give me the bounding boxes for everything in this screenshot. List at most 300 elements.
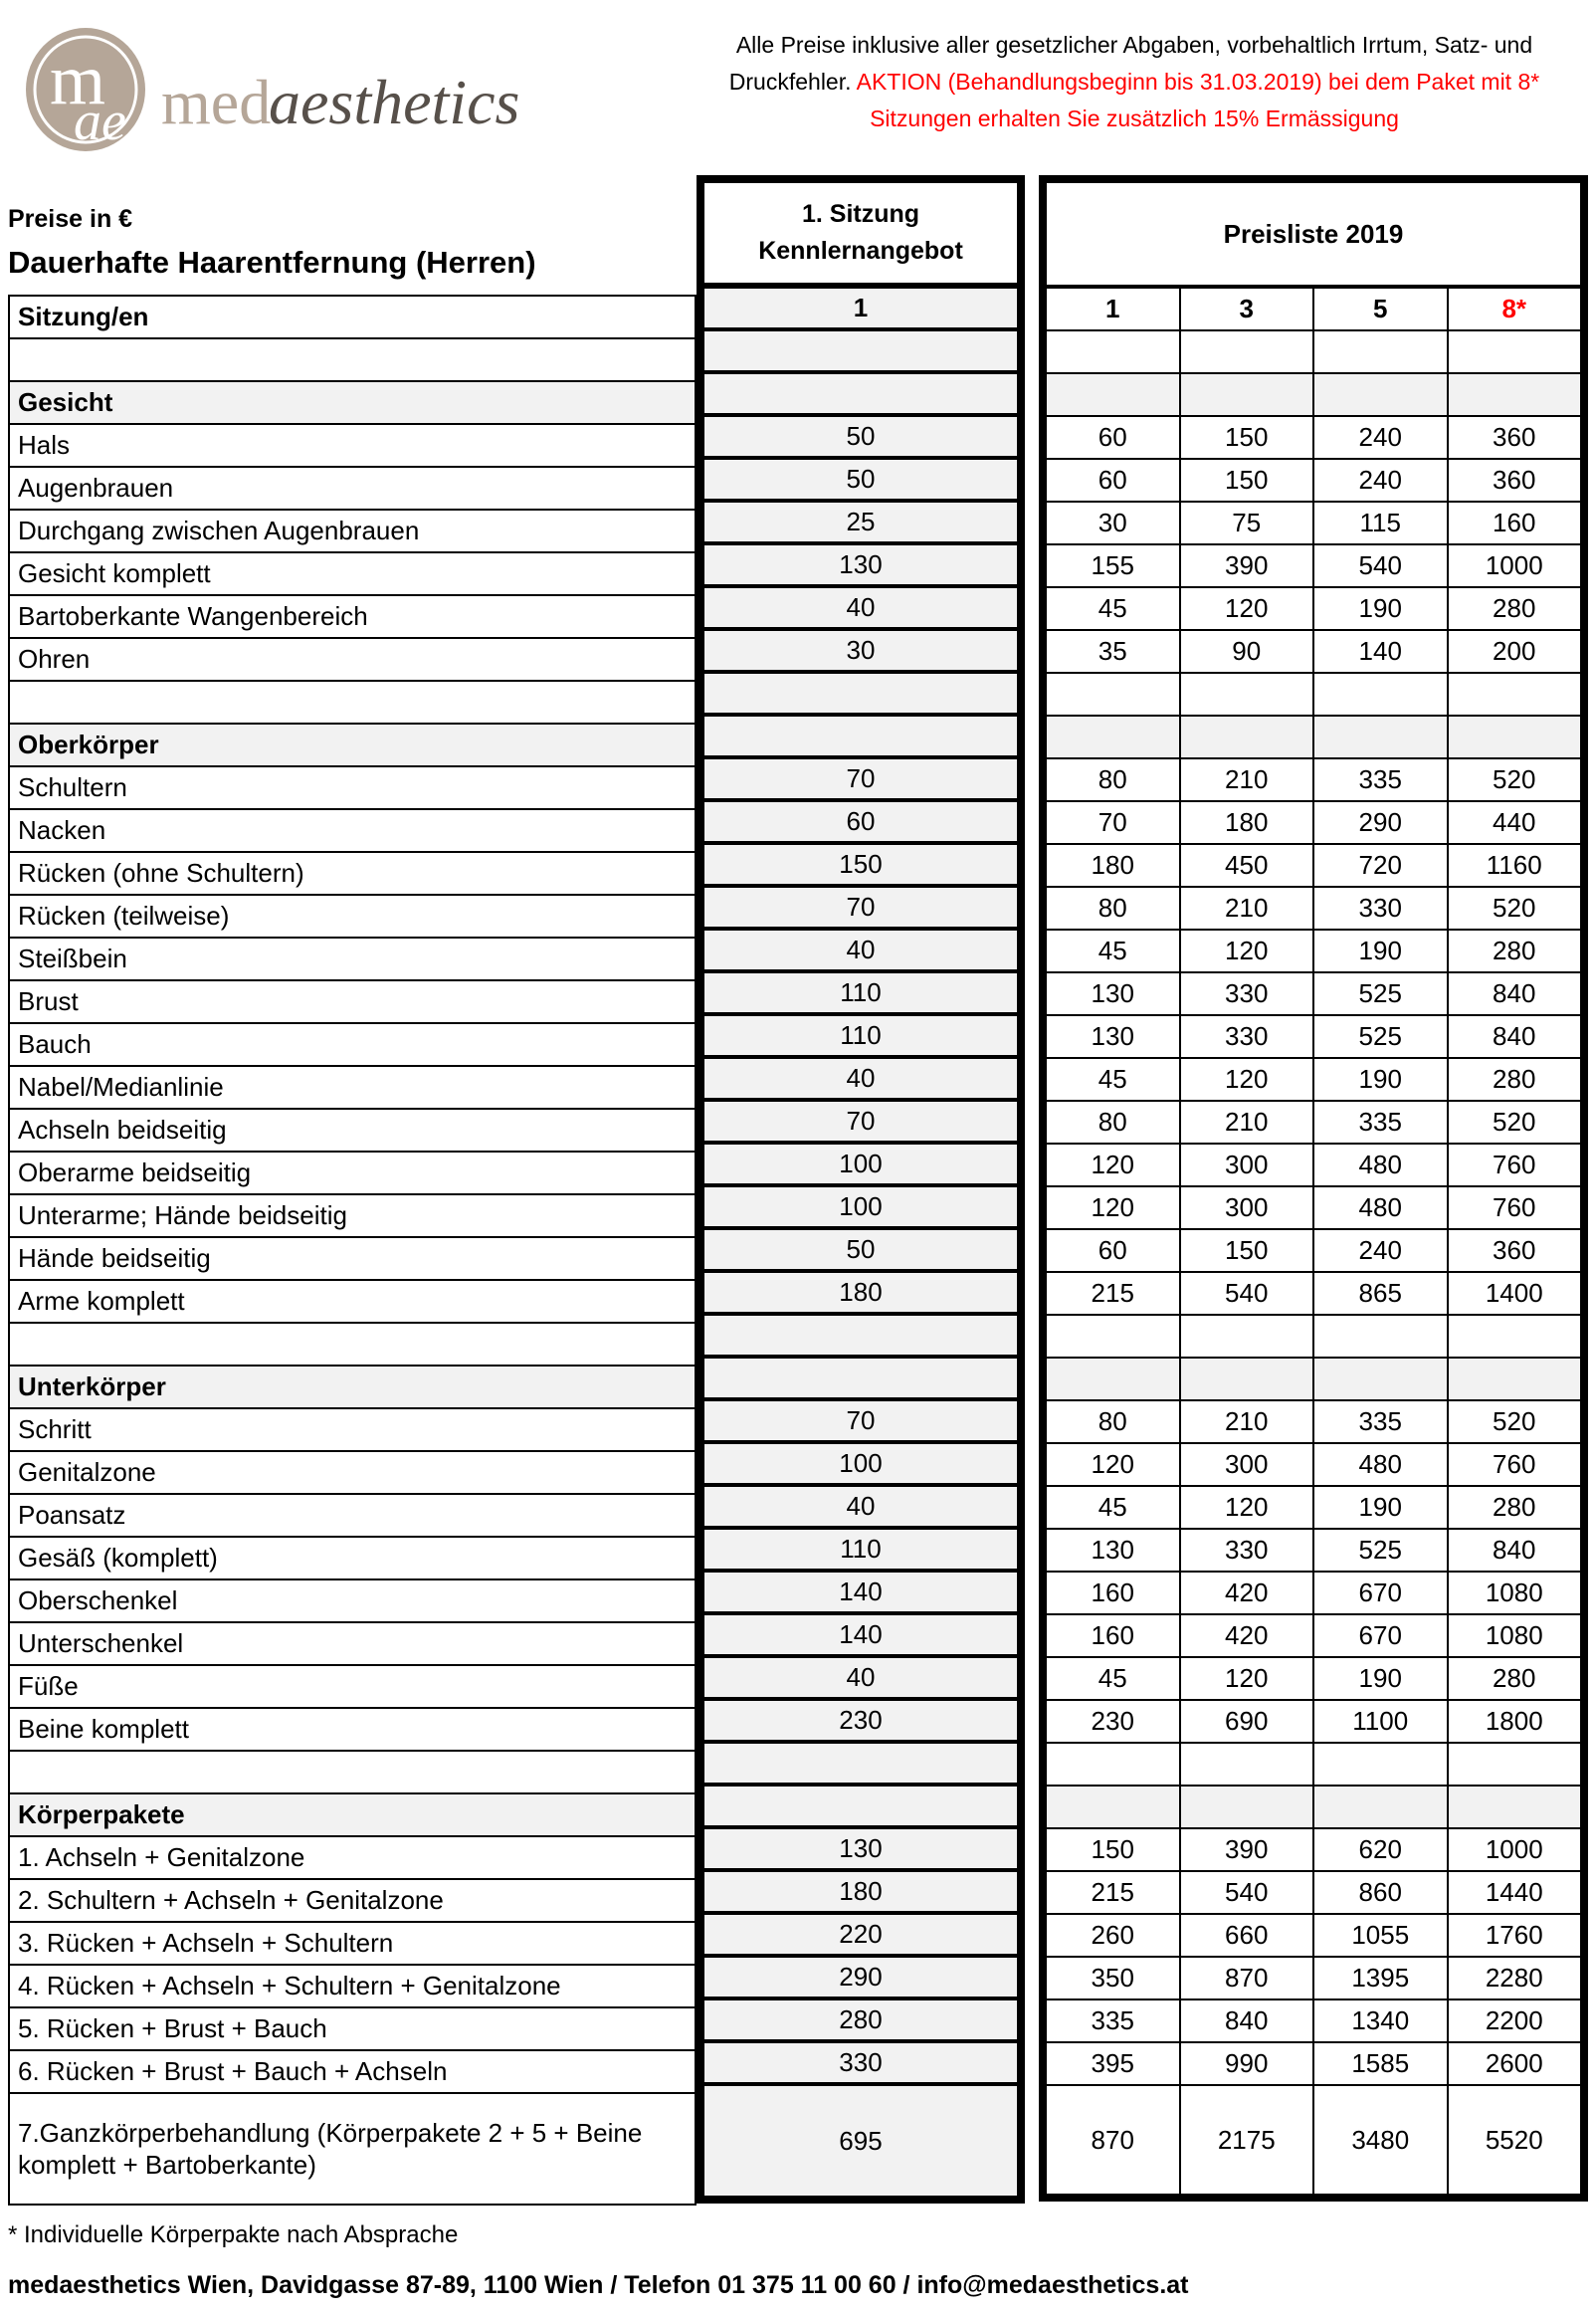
spacer-label-cell [10,1324,695,1367]
intro-price-cell [704,1787,1017,1829]
section-label-cell: Körperpakete [10,1794,695,1837]
price-cell [1314,1744,1449,1785]
price-row [1047,1658,1580,1701]
price-cell: 3480 [1314,2086,1449,2194]
price-cell: 60 [1047,1230,1181,1271]
intro-price-cell: 40 [704,588,1017,631]
price-cell: 840 [1449,1530,1581,1571]
row-label-cell: Augenbrauen [10,468,695,511]
intro-column-header [704,183,1017,289]
logo-wordmark-med: med [161,67,272,137]
price-cell: 35 [1047,631,1181,672]
disclaimer [685,27,1584,136]
row-label-cell: Rücken (teilweise) [10,896,695,939]
price-cell: 525 [1314,973,1449,1014]
row-label-cell: 5. Rücken + Brust + Bauch [10,2008,695,2051]
intro-price-cell: 25 [704,503,1017,545]
row-label-cell: Arme komplett [10,1281,695,1324]
price-cell: 215 [1047,1872,1181,1913]
intro-price-cell: 70 [704,888,1017,931]
price-cell: 215 [1047,1273,1181,1314]
price-cell [1047,1359,1181,1399]
price-cell: 190 [1314,1059,1449,1100]
price-cell: 840 [1449,1016,1581,1057]
intro-price-cell: 100 [704,1444,1017,1487]
price-cell: 360 [1449,417,1581,458]
price-cell: 1760 [1449,1915,1581,1956]
price-cell [1047,674,1181,715]
intro-price-cell: 70 [704,1102,1017,1145]
price-cell: 1440 [1449,1872,1581,1913]
price-cell: 660 [1181,1915,1315,1956]
label-column [8,295,697,2206]
price-row [1047,2000,1580,2043]
row-label-cell: Unterschenkel [10,1623,695,1666]
intro-price-cell: 180 [704,1872,1017,1915]
logo-monogram-ae: ae [74,91,126,152]
price-cell: 620 [1314,1829,1449,1870]
price-row [1047,631,1580,674]
row-label-cell: Ohren [10,639,695,682]
price-cell [1181,331,1315,372]
price-cell: 190 [1314,931,1449,971]
price-cell [1314,717,1449,757]
disclaimer-red-text: AKTION (Behandlungsbeginn bis 31.03.2019) bei dem Paket mit 8* Sitzungen erhalten Sie zusätzlich 15% Ermässigung [856,68,1540,131]
row-label-cell: Sitzung/en [10,297,695,339]
price-cell: 120 [1181,1658,1315,1699]
price-cell: 115 [1314,503,1449,543]
price-cell: 360 [1449,460,1581,501]
price-cell: 290 [1314,802,1449,843]
price-cell: 1000 [1449,545,1581,586]
price-cell [1449,1316,1581,1357]
price-cell: 2600 [1449,2043,1581,2084]
row-label-cell: 7.Ganzkörperbehandlung (Körperpakete 2 + 5 + Beine komplett + Bartoberkante) [10,2094,695,2204]
intro-price-cell: 60 [704,802,1017,845]
price-cell: 870 [1181,1958,1315,1998]
logo [22,26,539,155]
prices-column [1039,175,1588,2202]
price-cell: 840 [1449,973,1581,1014]
price-row [1047,417,1580,460]
price-row [1047,289,1580,331]
price-cell: 210 [1181,1401,1315,1442]
intro-price-cell: 100 [704,1145,1017,1187]
price-row [1047,802,1580,845]
price-cell: 230 [1047,1701,1181,1742]
price-cell: 140 [1314,631,1449,672]
price-row [1047,331,1580,374]
price-cell: 2280 [1449,1958,1581,1998]
price-cell: 1585 [1314,2043,1449,2084]
price-cell [1449,717,1581,757]
price-cell: 8* [1449,289,1581,329]
price-cell: 300 [1181,1187,1315,1228]
price-cell: 5 [1314,289,1449,329]
price-cell [1449,374,1581,415]
price-cell: 420 [1181,1573,1315,1613]
row-label-cell: Hals [10,425,695,468]
row-label-cell: Schritt [10,1409,695,1452]
price-cell: 1080 [1449,1573,1581,1613]
price-cell: 1 [1047,289,1181,329]
price-row [1047,1744,1580,1787]
spacer-label-cell [10,339,695,382]
intro-price-cell [704,374,1017,417]
row-label-cell: Poansatz [10,1495,695,1538]
row-label-cell: 1. Achseln + Genitalzone [10,1837,695,1880]
intro-price-cell: 50 [704,460,1017,503]
price-cell: 60 [1047,417,1181,458]
price-cell: 120 [1181,588,1315,629]
row-label-cell: Genitalzone [10,1452,695,1495]
row-label-cell: Beine komplett [10,1709,695,1752]
intro-price-cell [704,674,1017,717]
price-cell: 520 [1449,1102,1581,1143]
price-cell: 200 [1449,631,1581,672]
price-cell: 330 [1181,1016,1315,1057]
price-row [1047,1915,1580,1958]
price-cell [1181,1787,1315,1827]
price-row [1047,973,1580,1016]
price-cell [1047,1787,1181,1827]
price-cell: 525 [1314,1016,1449,1057]
price-cell: 1400 [1449,1273,1581,1314]
price-row [1047,674,1580,717]
price-cell [1314,1359,1449,1399]
price-cell: 540 [1181,1273,1315,1314]
price-cell: 45 [1047,1658,1181,1699]
price-row [1047,845,1580,888]
intro-price-cell: 110 [704,1530,1017,1573]
price-cell: 120 [1181,1487,1315,1528]
price-cell [1314,1316,1449,1357]
price-cell: 1055 [1314,1915,1449,1956]
price-row [1047,1829,1580,1872]
price-cell: 70 [1047,802,1181,843]
intro-price-cell: 180 [704,1273,1017,1316]
price-cell: 240 [1314,417,1449,458]
intro-price-cell: 280 [704,2000,1017,2043]
intro-price-cell: 230 [704,1701,1017,1744]
price-cell: 1160 [1449,845,1581,886]
price-cell: 330 [1181,973,1315,1014]
price-cell: 160 [1449,503,1581,543]
intro-price-cell [704,331,1017,374]
intro-price-cell: 130 [704,1829,1017,1872]
price-cell: 120 [1047,1145,1181,1185]
price-cell: 210 [1181,1102,1315,1143]
intro-column [697,175,1025,2204]
price-cell: 760 [1449,1145,1581,1185]
price-row [1047,1230,1580,1273]
row-label-cell: Oberarme beidseitig [10,1153,695,1195]
price-row [1047,1444,1580,1487]
price-cell [1449,331,1581,372]
intro-price-cell: 695 [704,2086,1017,2196]
section-label-cell: Oberkörper [10,725,695,767]
row-label-cell: Schultern [10,767,695,810]
price-row [1047,759,1580,802]
price-cell: 240 [1314,1230,1449,1271]
price-cell: 300 [1181,1145,1315,1185]
row-label-cell: Oberschenkel [10,1580,695,1623]
price-cell: 280 [1449,931,1581,971]
price-cell [1181,674,1315,715]
price-cell: 130 [1047,973,1181,1014]
row-label-cell: 4. Rücken + Achseln + Schultern + Genitalzone [10,1966,695,2008]
price-cell [1181,1316,1315,1357]
price-row [1047,1187,1580,1230]
price-cell: 520 [1449,1401,1581,1442]
price-cell: 1800 [1449,1701,1581,1742]
price-cell: 720 [1314,845,1449,886]
price-cell [1449,674,1581,715]
price-cell: 210 [1181,759,1315,800]
price-cell: 120 [1181,931,1315,971]
price-row [1047,888,1580,931]
price-cell: 670 [1314,1573,1449,1613]
price-cell [1047,374,1181,415]
intro-price-cell [704,1316,1017,1359]
price-row [1047,1316,1580,1359]
price-cell [1047,1316,1181,1357]
price-cell: 45 [1047,588,1181,629]
price-cell: 540 [1181,1872,1315,1913]
price-cell: 860 [1314,1872,1449,1913]
intro-price-cell: 110 [704,1016,1017,1059]
row-label-cell: 2. Schultern + Achseln + Genitalzone [10,1880,695,1923]
intro-price-cell: 70 [704,1401,1017,1444]
price-cell: 150 [1181,417,1315,458]
row-label-cell: Gesäß (komplett) [10,1538,695,1580]
price-cell: 450 [1181,845,1315,886]
row-label-cell: Steißbein [10,939,695,981]
price-cell [1181,1359,1315,1399]
logo-monogram-m: m [50,40,106,119]
price-cell: 300 [1181,1444,1315,1485]
pricelist-title: Preisliste 2019 [1223,218,1404,249]
price-cell: 335 [1314,1102,1449,1143]
prices-column-header [1047,183,1580,289]
row-label-cell: Brust [10,981,695,1024]
intro-price-cell [704,1359,1017,1401]
price-cell: 420 [1181,1615,1315,1656]
price-row [1047,931,1580,973]
intro-price-cell: 140 [704,1615,1017,1658]
intro-price-cell: 290 [704,1958,1017,2000]
price-cell: 1000 [1449,1829,1581,1870]
intro-price-cell: 70 [704,759,1017,802]
intro-price-cell: 140 [704,1573,1017,1615]
price-row [1047,1787,1580,1829]
intro-price-cell: 100 [704,1187,1017,1230]
price-cell: 1395 [1314,1958,1449,1998]
price-cell: 2175 [1181,2086,1315,2194]
price-cell [1449,1359,1581,1399]
spacer-label-cell [10,682,695,725]
price-cell: 30 [1047,503,1181,543]
price-cell: 395 [1047,2043,1181,2084]
price-row [1047,2086,1580,2194]
price-row [1047,1958,1580,2000]
section-label-cell: Gesicht [10,382,695,425]
price-cell [1047,331,1181,372]
price-cell: 45 [1047,1059,1181,1100]
price-cell: 520 [1449,888,1581,929]
price-cell: 45 [1047,931,1181,971]
row-label-cell: Nacken [10,810,695,853]
price-cell: 760 [1449,1444,1581,1485]
intro-price-cell [704,717,1017,759]
price-cell: 280 [1449,1658,1581,1699]
price-row [1047,545,1580,588]
price-row [1047,1359,1580,1401]
price-cell: 280 [1449,588,1581,629]
price-cell: 80 [1047,759,1181,800]
intro-price-cell: 150 [704,845,1017,888]
intro-price-cell: 30 [704,631,1017,674]
price-row [1047,1401,1580,1444]
intro-price-cell: 50 [704,417,1017,460]
row-label-cell: Gesicht komplett [10,553,695,596]
price-row [1047,588,1580,631]
page-title: Dauerhafte Haarentfernung (Herren) [8,245,536,280]
price-cell: 525 [1314,1530,1449,1571]
price-cell: 80 [1047,888,1181,929]
price-row [1047,1615,1580,1658]
price-cell: 670 [1314,1615,1449,1656]
price-cell: 350 [1047,1958,1181,1998]
price-cell: 155 [1047,545,1181,586]
price-cell: 210 [1181,888,1315,929]
price-cell: 280 [1449,1059,1581,1100]
row-label-cell: Durchgang zwischen Augenbrauen [10,511,695,553]
price-cell [1047,1744,1181,1785]
row-label-cell: Hände beidseitig [10,1238,695,1281]
intro-price-cell: 130 [704,545,1017,588]
price-cell: 120 [1047,1444,1181,1485]
intro-price-cell: 220 [704,1915,1017,1958]
section-label-cell: Unterkörper [10,1367,695,1409]
price-cell: 60 [1047,460,1181,501]
logo-wordmark-aesthetics: aesthetics [269,67,520,137]
row-label-cell: Achseln beidseitig [10,1110,695,1153]
price-cell: 3 [1181,289,1315,329]
price-row [1047,2043,1580,2086]
row-label-cell: 6. Rücken + Brust + Bauch + Achseln [10,2051,695,2094]
price-cell: 870 [1047,2086,1181,2194]
price-row [1047,1487,1580,1530]
price-cell [1181,374,1315,415]
price-cell [1314,674,1449,715]
price-cell: 1080 [1449,1615,1581,1656]
footer-contact-line: medaesthetics Wien, Davidgasse 87-89, 1100 Wien / Telefon 01 375 11 00 60 / info@medaesthetics.at [8,2271,1189,2299]
price-row [1047,503,1580,545]
price-cell: 990 [1181,2043,1315,2084]
price-cell: 120 [1047,1187,1181,1228]
intro-price-cell: 50 [704,1230,1017,1273]
price-cell: 160 [1047,1573,1181,1613]
prices-column-body [1047,289,1580,2194]
price-cell [1047,717,1181,757]
price-cell: 190 [1314,1658,1449,1699]
price-cell: 90 [1181,631,1315,672]
price-cell: 80 [1047,1401,1181,1442]
intro-price-cell: 1 [704,289,1017,331]
price-cell: 390 [1181,1829,1315,1870]
price-cell: 335 [1314,759,1449,800]
price-row [1047,1016,1580,1059]
footnote: * Individuelle Körperpakte nach Absprache [8,2221,459,2248]
price-row [1047,1872,1580,1915]
price-cell [1314,1787,1449,1827]
price-cell: 150 [1181,460,1315,501]
row-label-cell: Bartoberkante Wangenbereich [10,596,695,639]
price-cell [1449,1787,1581,1827]
price-cell: 440 [1449,802,1581,843]
price-cell: 865 [1314,1273,1449,1314]
currency-note: Preise in € [8,205,133,233]
price-row [1047,1102,1580,1145]
intro-price-cell [704,1744,1017,1787]
intro-price-cell: 40 [704,931,1017,973]
price-row [1047,1273,1580,1316]
price-cell [1314,331,1449,372]
price-row [1047,1573,1580,1615]
row-label-cell: Bauch [10,1024,695,1067]
price-cell: 330 [1314,888,1449,929]
intro-price-cell: 40 [704,1487,1017,1530]
price-cell: 330 [1181,1530,1315,1571]
row-label-cell: 3. Rücken + Achseln + Schultern [10,1923,695,1966]
price-cell: 180 [1181,802,1315,843]
price-cell: 335 [1047,2000,1181,2041]
spacer-label-cell [10,1752,695,1794]
price-cell: 240 [1314,460,1449,501]
price-cell: 2200 [1449,2000,1581,2041]
intro-header-line1: 1. Sitzung [801,199,920,228]
price-cell: 190 [1314,588,1449,629]
price-cell: 1340 [1314,2000,1449,2041]
row-label-cell: Füße [10,1666,695,1709]
price-cell: 840 [1181,2000,1315,2041]
price-cell: 150 [1181,1230,1315,1271]
price-cell: 5520 [1449,2086,1581,2194]
price-cell: 390 [1181,545,1315,586]
row-label-cell: Unterarme; Hände beidseitig [10,1195,695,1238]
price-cell: 130 [1047,1016,1181,1057]
price-cell: 480 [1314,1187,1449,1228]
price-cell: 160 [1047,1615,1181,1656]
price-cell: 360 [1449,1230,1581,1271]
price-cell: 540 [1314,545,1449,586]
price-cell [1449,1744,1581,1785]
price-cell: 480 [1314,1145,1449,1185]
price-cell: 520 [1449,759,1581,800]
price-cell: 760 [1449,1187,1581,1228]
price-row [1047,1701,1580,1744]
price-cell: 260 [1047,1915,1181,1956]
price-row [1047,374,1580,417]
price-cell: 130 [1047,1530,1181,1571]
price-cell [1314,374,1449,415]
price-cell: 690 [1181,1701,1315,1742]
price-row [1047,1059,1580,1102]
row-label-cell: Rücken (ohne Schultern) [10,853,695,896]
disclaimer-black-text: Alle Preise inklusive aller gesetzlicher Abgaben, vorbehaltlich Irrtum, Satz- und Druckfehler. [728,32,1533,95]
price-cell: 120 [1181,1059,1315,1100]
